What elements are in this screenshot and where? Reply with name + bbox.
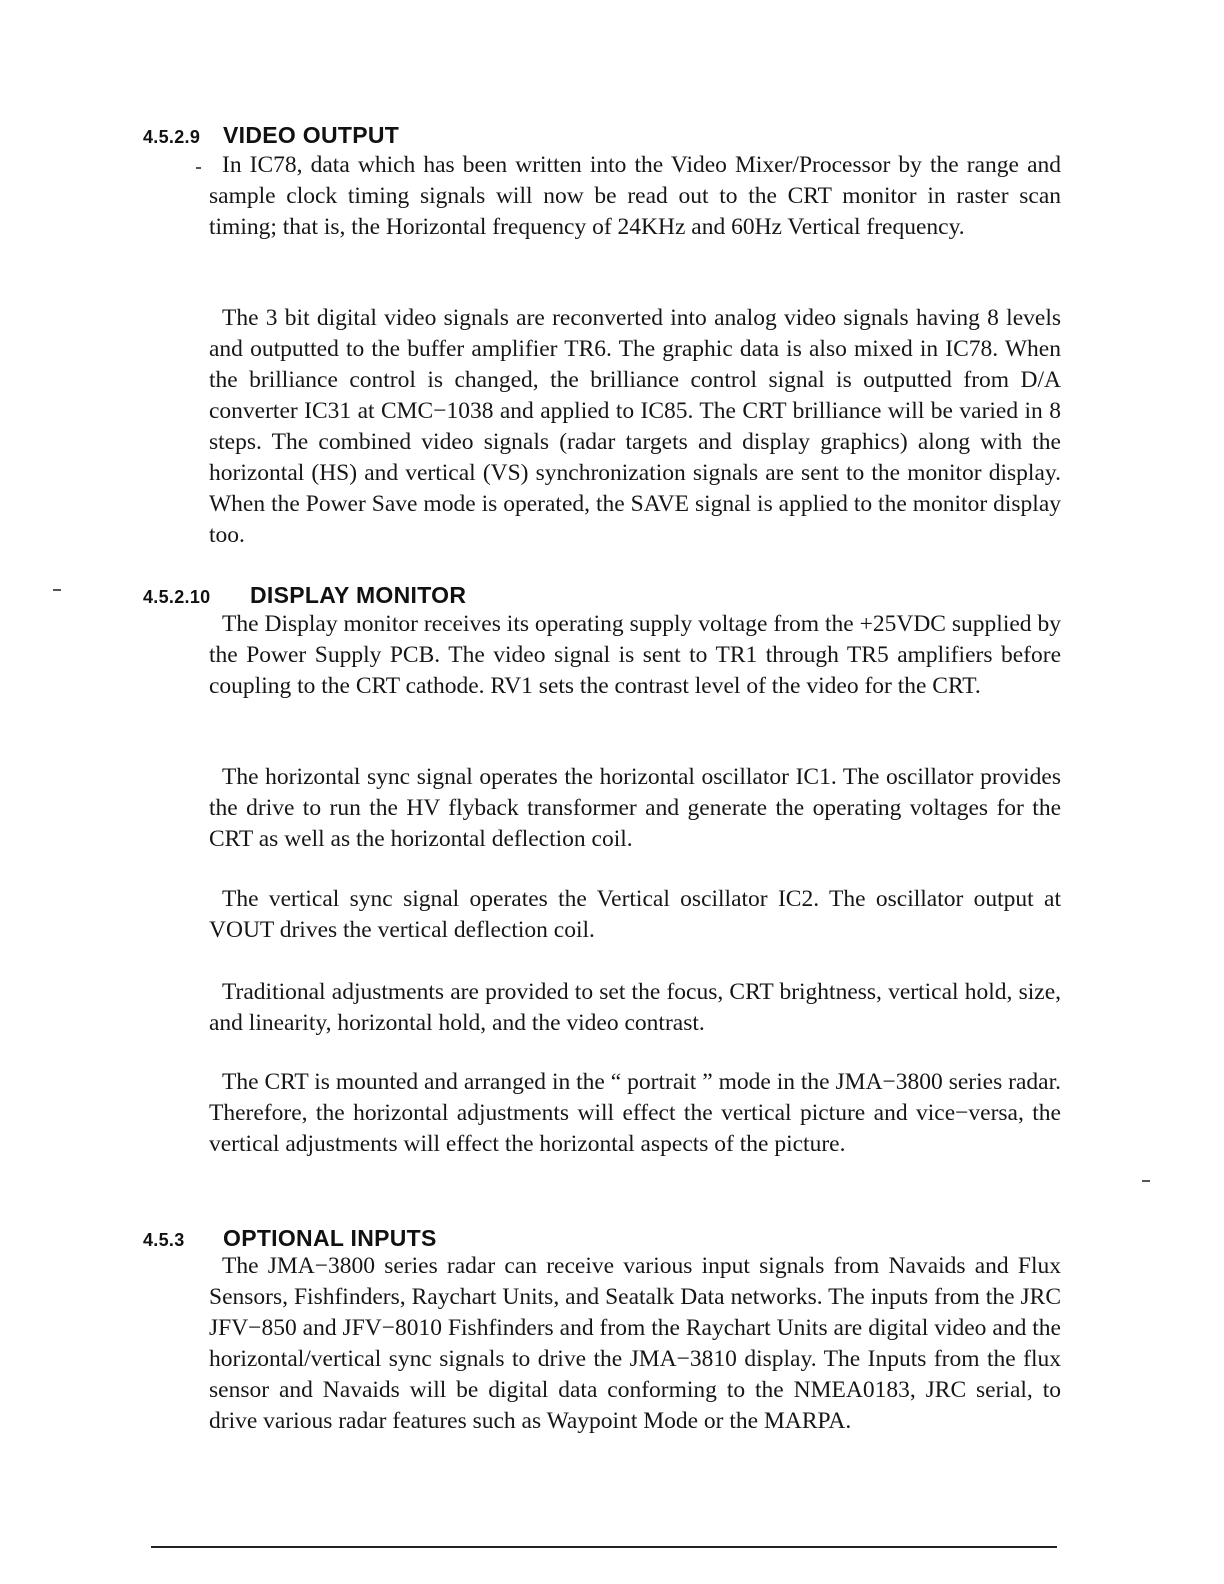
paragraph: The horizontal sync signal operates the horizontal oscillator IC1. The oscillator provides the drive to run the HV flyback transformer and generate the operating voltages for the CRT as well as the horizontal deflection coil. <box>209 764 1061 852</box>
section-title: DISPLAY MONITOR <box>250 582 467 608</box>
paragraph: In IC78, data which has been written into the Video Mixer/Processor by the range and sample clock timing signals will now be read out to the CRT monitor in raster scan timing; that is, the Horizontal frequency of 24KHz and 60Hz Vertical frequency. <box>209 152 1061 240</box>
paragraph: The CRT is mounted and arranged in the “ portrait ” mode in the JMA−3800 series radar. Therefore, the horizontal adjustments will effect the vertical picture and vice−versa, the vertical adjustments will effect the horizontal aspects of the picture. <box>209 1069 1061 1157</box>
section-heading <box>143 582 466 609</box>
section-number: 4.5.2.10 <box>143 587 211 607</box>
footer-rule <box>151 1546 1057 1548</box>
paragraph: Traditional adjustments are provided to set the focus, CRT brightness, vertical hold, size, and linearity, horizontal hold, and the video contrast. <box>209 979 1061 1036</box>
section-title: OPTIONAL INPUTS <box>223 1225 437 1251</box>
section-number: 4.5.2.9 <box>143 127 201 147</box>
scan-mark <box>1142 1180 1150 1182</box>
section-heading <box>143 1225 437 1252</box>
section-number: 4.5.3 <box>143 1230 185 1250</box>
scan-mark <box>196 167 201 169</box>
scan-mark <box>53 589 61 591</box>
paragraph: The Display monitor receives its operating supply voltage from the +25VDC supplied by the Power Supply PCB. The video signal is sent to TR1 through TR5 amplifiers before coupling to the CRT cathode. RV1 sets the contrast level of the video for the CRT. <box>209 611 1061 699</box>
paragraph: The 3 bit digital video signals are reconverted into analog video signals having 8 levels and outputted to the buffer amplifier TR6. The graphic data is also mixed in IC78. When the brilliance control is changed, the brilliance control signal is outputted from D/A converter IC31 at CMC−1038 and applied to IC85. The CRT brilliance will be varied in 8 steps. The combined video signals (radar targets and display graphics) along with the horizontal (HS) and vertical (VS) synchronization signals are sent to the monitor display. When the Power Save mode is operated, the SAVE signal is applied to the monitor display too. <box>209 305 1061 548</box>
section-title: VIDEO OUTPUT <box>223 122 400 148</box>
section-heading <box>143 122 399 149</box>
paragraph: The vertical sync signal operates the Vertical oscillator IC2. The oscillator output at VOUT drives the vertical deflection coil. <box>209 886 1061 943</box>
paragraph: The JMA−3800 series radar can receive various input signals from Navaids and Flux Sensors, Fishfinders, Raychart Units, and Seatalk Data networks. The inputs from the JRC JFV−850 and JFV−8010 Fishfinders and from the Raychart Units are digital video and the horizontal/vertical sync signals to drive the JMA−3810 display. The Inputs from the flux sensor and Navaids will be digital data conforming to the NMEA0183, JRC serial, to drive various radar features such as Waypoint Mode or the MARPA. <box>209 1253 1061 1434</box>
